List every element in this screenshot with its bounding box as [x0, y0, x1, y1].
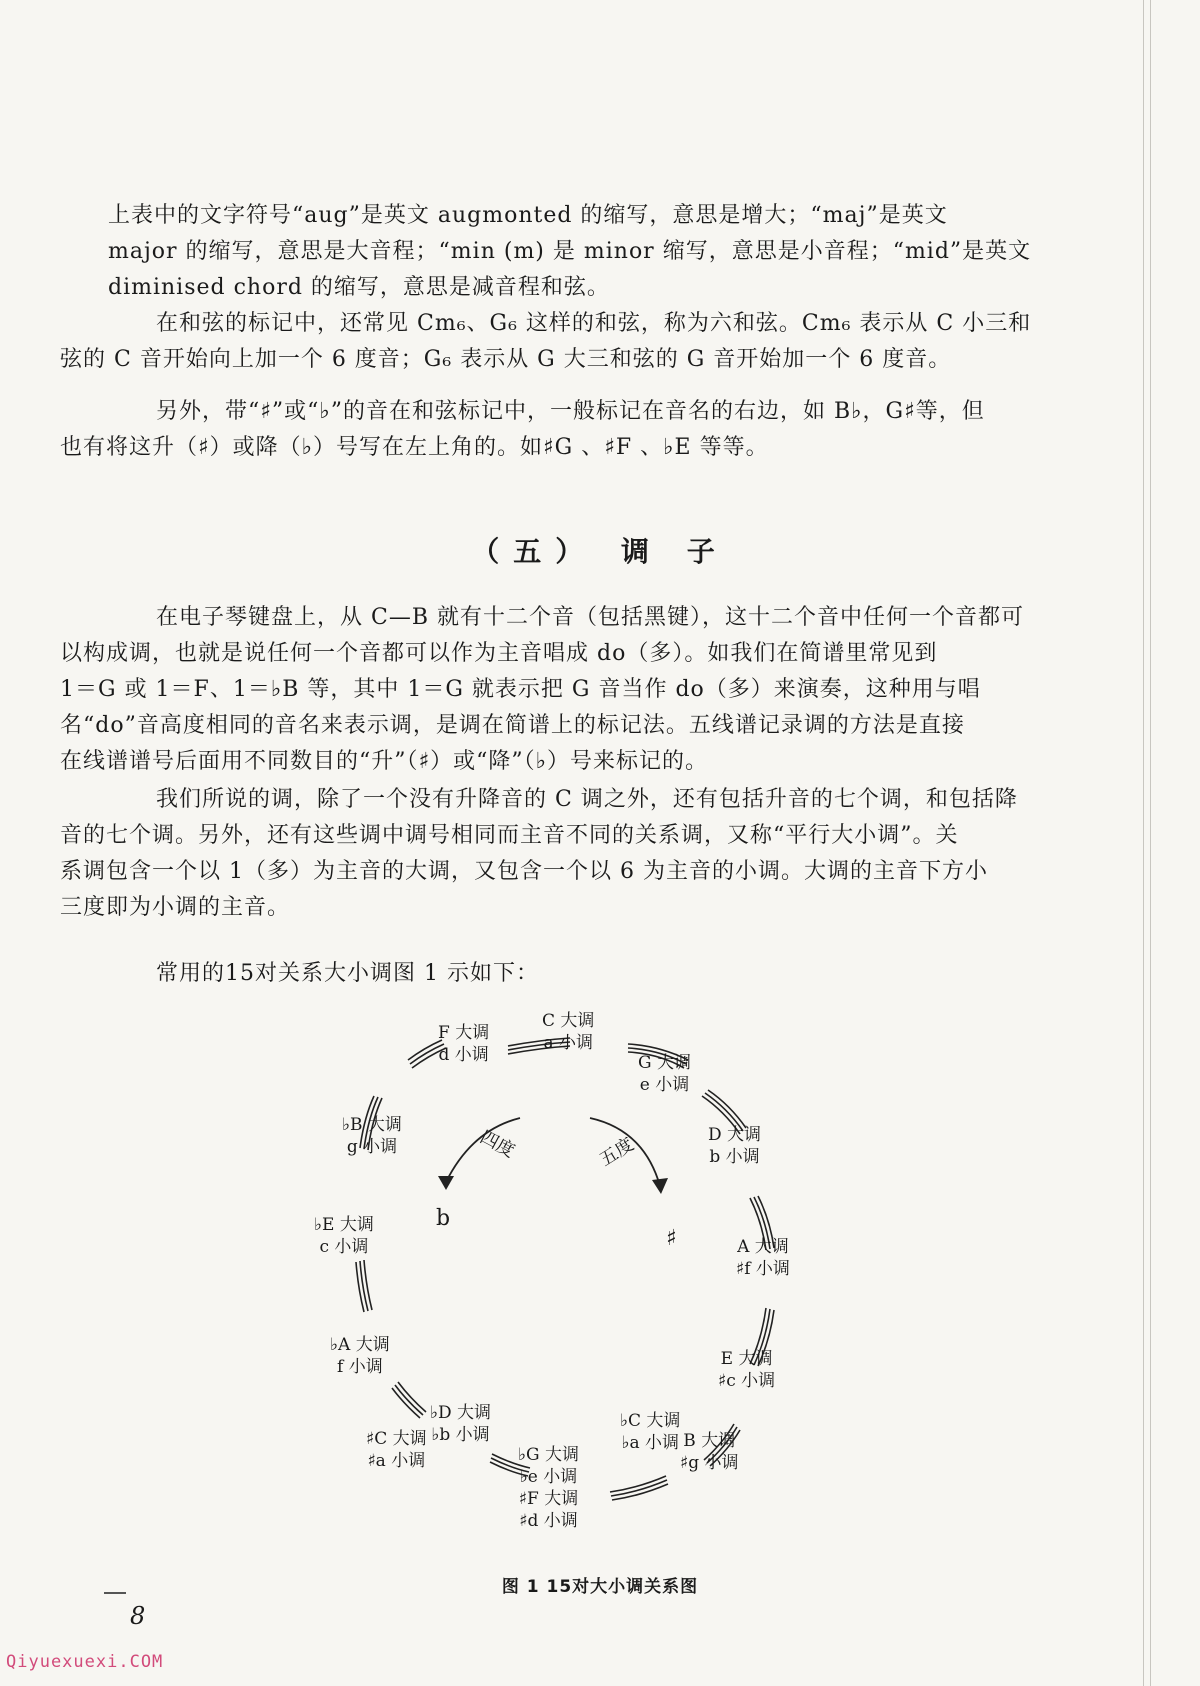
- major-key-label: F 大调: [438, 1023, 490, 1043]
- page-edge-line: [1150, 0, 1151, 1686]
- major-key-label: C 大调: [542, 1011, 595, 1031]
- minor-key-label: ♯c 小调: [718, 1371, 776, 1391]
- circle-of-keys-diagram: [300, 1000, 900, 1560]
- text-line: 上表中的文字符号“aug”是英文 augmonted 的缩写，意思是增大；“maj”是英文: [108, 203, 948, 228]
- key-pair-d-flat: [430, 1402, 491, 1446]
- minor-key-label: g 小调: [346, 1137, 398, 1157]
- major-key-label: ♭B 大调: [342, 1115, 402, 1135]
- minor-key-label: d 小调: [438, 1045, 489, 1065]
- key-pair-b: [680, 1430, 739, 1474]
- major-key-label: A 大调: [737, 1237, 789, 1257]
- enharmonic-minor-key-label: ♯d 小调: [519, 1511, 578, 1531]
- key-pair-a-flat: [330, 1334, 390, 1378]
- fifth-arrow-label: 五度: [595, 1133, 638, 1171]
- minor-key-label: ♯f 小调: [736, 1259, 790, 1279]
- text-line: 音的七个调。另外，还有这些调中调号相同而主音不同的关系调，又称“平行大小调”。关: [60, 823, 959, 848]
- page-edge-line: [1143, 0, 1144, 1686]
- minor-key-label: ♭e 小调: [519, 1467, 578, 1487]
- major-key-label: ♭D 大调: [430, 1403, 492, 1423]
- watermark: Qiyuexuexi.COM: [6, 1652, 164, 1672]
- paragraph-abbreviations: [108, 198, 1098, 306]
- text-line: 也有将这升（♯）或降（♭）号写在左上角的。如♯G 、♯F 、♭E 等等。: [60, 435, 769, 460]
- key-pair-c: [542, 1010, 594, 1054]
- major-key-label: ♭A 大调: [330, 1335, 390, 1355]
- minor-key-label: ♭b 小调: [431, 1425, 490, 1445]
- paragraph-figure-intro: 常用的15对关系大小调图 1 示如下：: [156, 961, 539, 986]
- text-line: 另外，带“♯”或“♭”的音在和弦标记中，一般标记在音名的右边，如 B♭，G♯等，但: [156, 399, 985, 424]
- paragraph-accidentals: [60, 394, 1098, 466]
- text-line: major 的缩写，意思是大音程；“min (m) 是 minor 缩写，意思是小音程；“mid”是英文: [108, 239, 1032, 264]
- minor-key-label: a 小调: [543, 1033, 593, 1053]
- key-pair-c-sharp: [366, 1428, 427, 1472]
- minor-key-label: ♭a 小调: [621, 1433, 679, 1453]
- major-key-label: ♯C 大调: [366, 1429, 427, 1449]
- key-pair-e-flat: [314, 1214, 374, 1258]
- key-pair-f: [438, 1022, 489, 1066]
- minor-key-label: b 小调: [709, 1147, 760, 1167]
- section-title: （五） 调 子: [471, 535, 729, 568]
- text-line: 系调包含一个以 1（多）为主音的大调，又包含一个以 6 为主音的小调。大调的主音下方小: [60, 859, 988, 884]
- figure-caption: 图 1 15对大小调关系图: [501, 1577, 699, 1597]
- minor-key-label: ♯g 小调: [680, 1453, 739, 1473]
- text-line: 1＝G 或 1＝F、1＝♭B 等，其中 1＝G 就表示把 G 音当作 do（多）来演奏，这种用与唱: [60, 677, 981, 702]
- text-line: 在和弦的标记中，还常见 Cm₆、G₆ 这样的和弦，称为六和弦。Cm₆ 表示从 C 小三和: [156, 311, 1032, 336]
- paragraph-relative-keys: [60, 782, 1098, 926]
- text-line: 三度即为小调的主音。: [60, 895, 291, 920]
- text-line: 弦的 C 音开始向上加一个 6 度音；G₆ 表示从 G 大三和弦的 G 音开始加一个 6 度音。: [60, 347, 952, 372]
- text-line: 我们所说的调，除了一个没有升降音的 C 调之外，还有包括升音的七个调，和包括降: [156, 787, 1018, 812]
- text-line: 以构成调，也就是说任何一个音都可以作为主音唱成 do（多）。如我们在简谱里常见到: [60, 641, 938, 666]
- minor-key-label: e 小调: [639, 1075, 690, 1095]
- major-key-label: ♭E 大调: [314, 1215, 374, 1235]
- sharp-direction-symbol: ♯: [666, 1226, 677, 1251]
- minor-key-label: c 小调: [319, 1237, 369, 1257]
- key-pair-d: [708, 1124, 761, 1168]
- major-key-label: G 大调: [638, 1053, 691, 1073]
- page-number: 8: [130, 1602, 146, 1630]
- key-pair-c-flat: [620, 1410, 680, 1454]
- key-pair-e: [718, 1348, 775, 1392]
- margin-mark: [104, 1592, 126, 1594]
- fourth-arrow-label: 四度: [476, 1126, 519, 1163]
- minor-key-label: ♯a 小调: [367, 1451, 426, 1471]
- minor-key-label: f 小调: [337, 1357, 383, 1377]
- key-pair-g: [638, 1052, 691, 1096]
- key-pair-g-flat: [518, 1444, 579, 1532]
- major-key-label: D 大调: [708, 1125, 762, 1145]
- fourth-arrowhead: [438, 1176, 454, 1190]
- enharmonic-major-key-label: ♯F 大调: [518, 1489, 579, 1509]
- circle-of-keys-graphic: [300, 1000, 900, 1560]
- key-pair-a: [736, 1236, 790, 1280]
- fifth-arrowhead: [652, 1178, 668, 1194]
- text-line: 名“do”音高度相同的音名来表示调，是调在简谱上的标记法。五线谱记录调的方法是直接: [60, 713, 965, 738]
- text-line: 在电子琴键盘上，从 C—B 就有十二个音（包括黑键），这十二个音中任何一个音都可: [156, 605, 1024, 630]
- major-key-label: ♭G 大调: [518, 1445, 580, 1465]
- major-key-label: B 大调: [683, 1431, 736, 1451]
- text-line: 在线谱谱号后面用不同数目的“升”（♯）或“降”（♭）号来标记的。: [60, 749, 709, 774]
- major-key-label: E 大调: [720, 1349, 773, 1369]
- text-line: diminised chord 的缩写，意思是减音程和弦。: [108, 275, 610, 300]
- paragraph-sixth-chords: [60, 306, 1098, 378]
- flat-direction-symbol: b: [436, 1206, 451, 1231]
- key-pair-b-flat: [342, 1114, 402, 1158]
- major-key-label: ♭C 大调: [620, 1411, 681, 1431]
- paragraph-keys-intro: [60, 600, 1098, 780]
